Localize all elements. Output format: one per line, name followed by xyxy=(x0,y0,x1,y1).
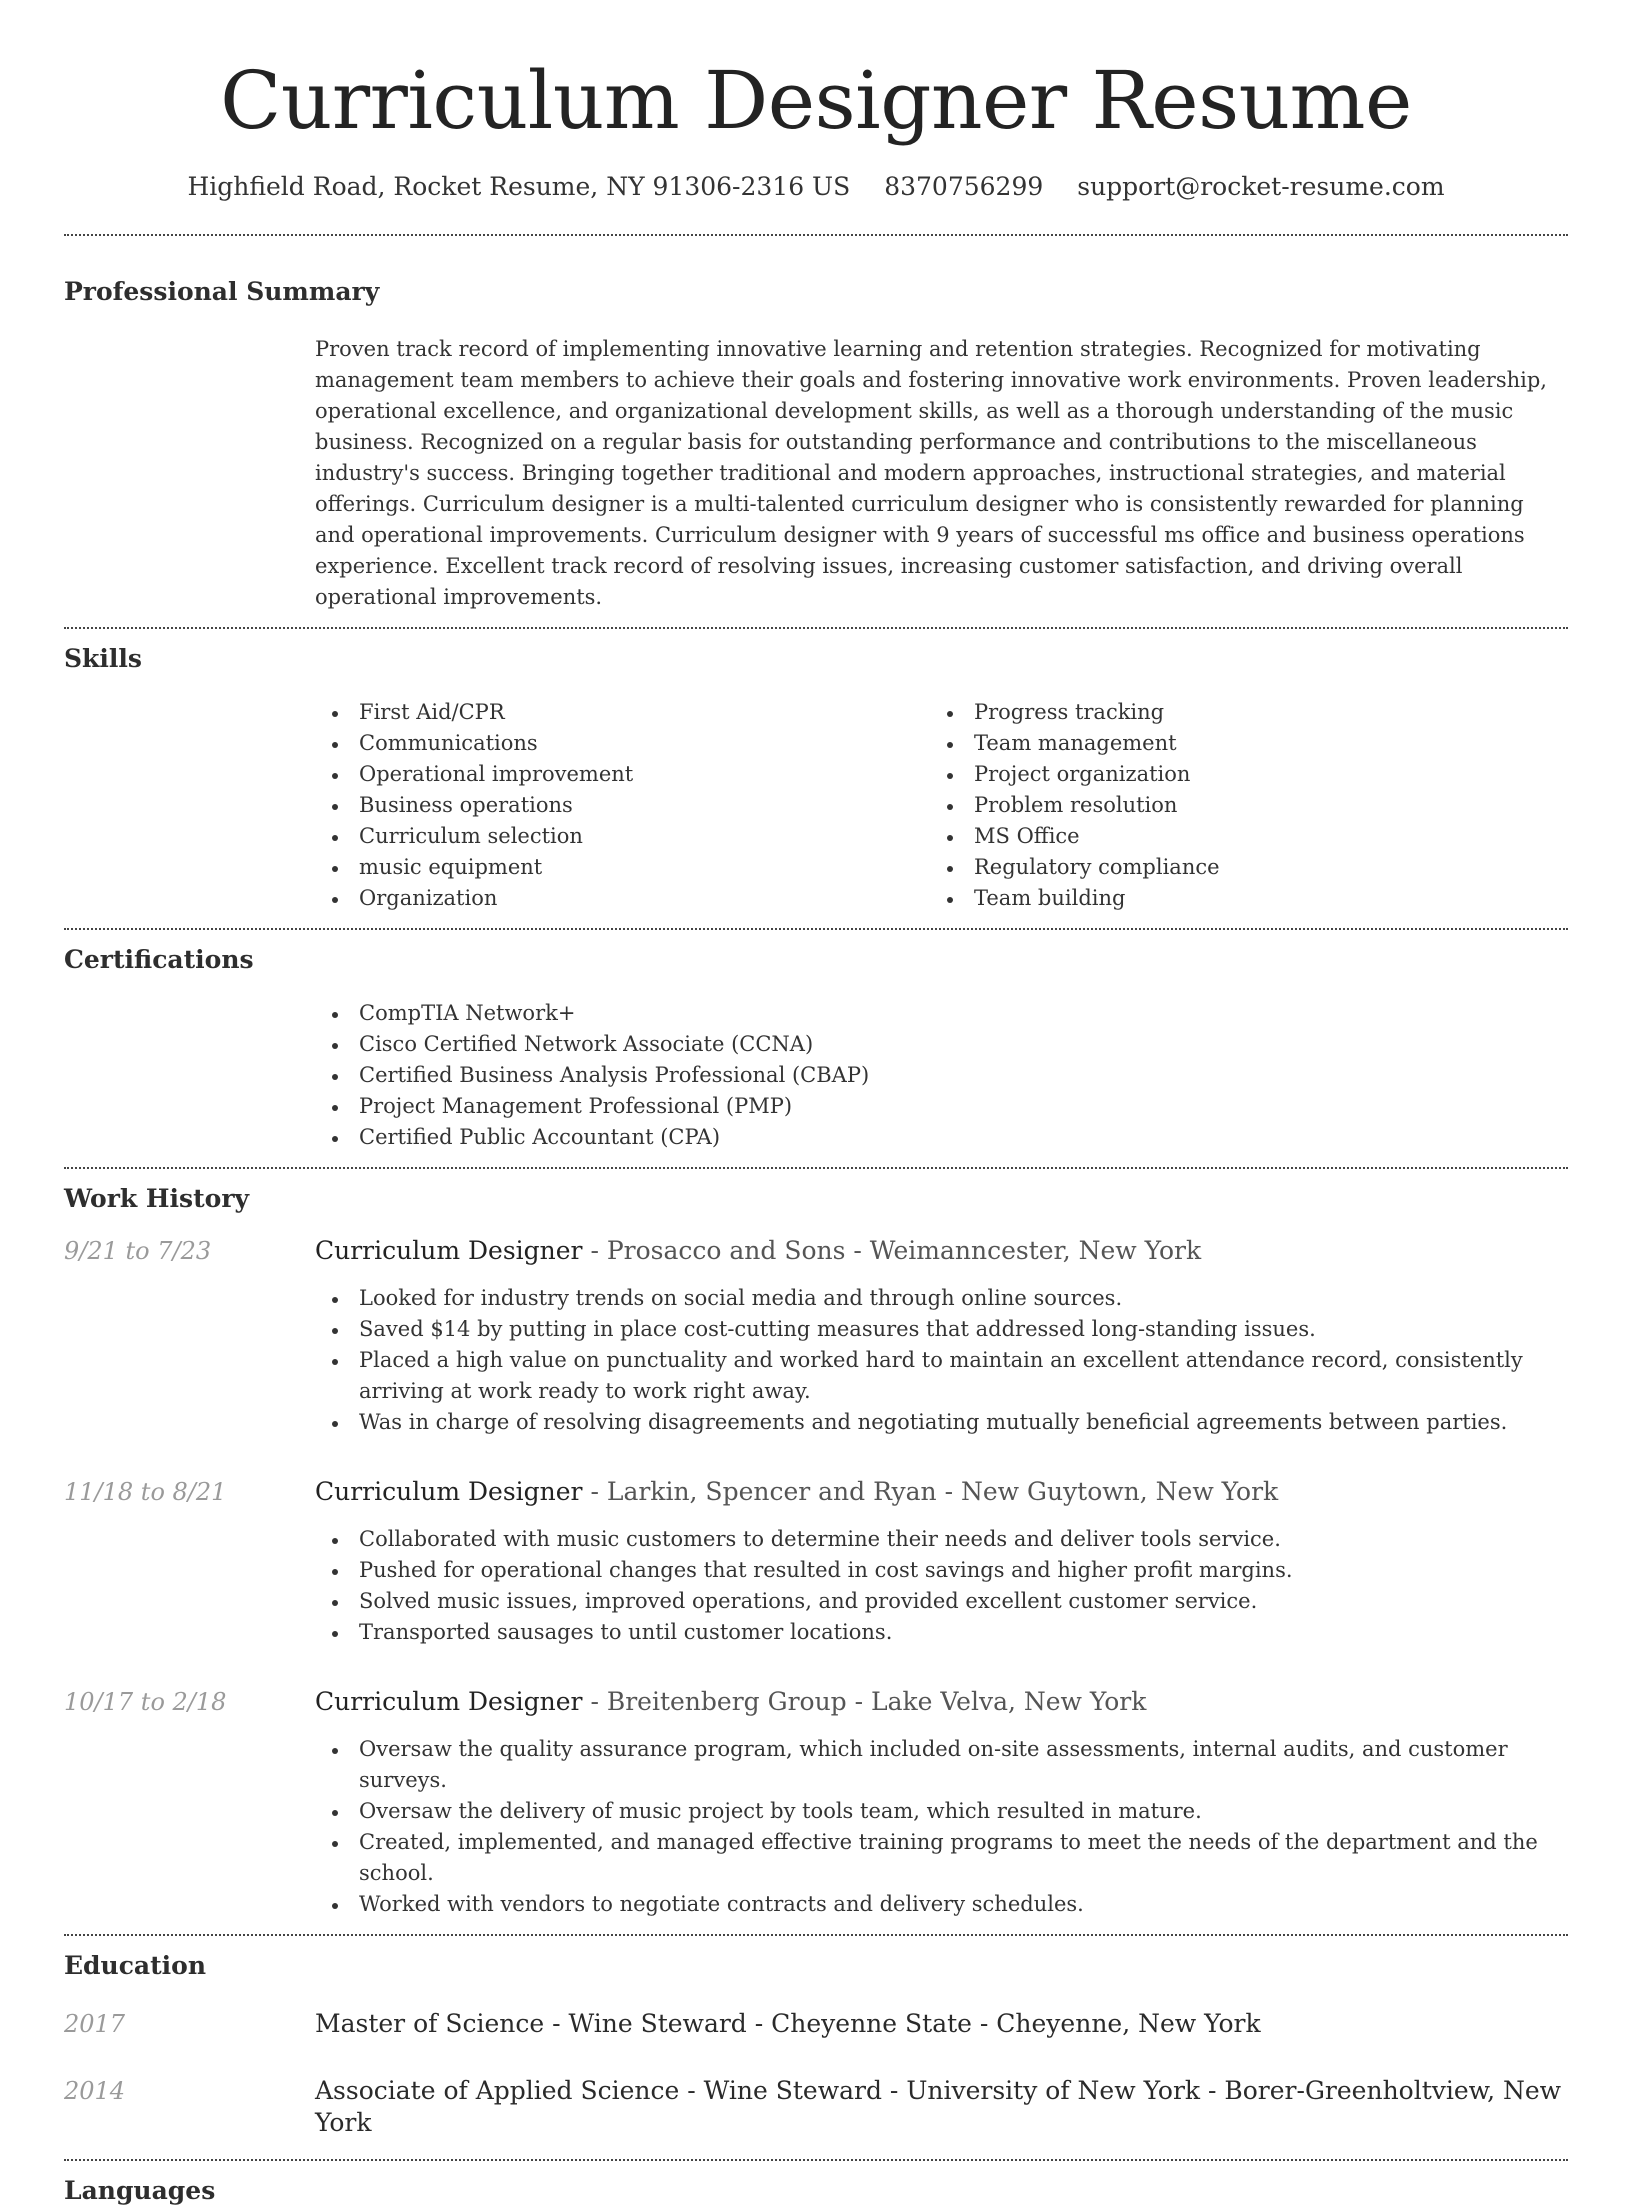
education-entry xyxy=(64,2075,1568,2139)
divider xyxy=(64,2159,1568,2161)
work-history-heading: Work History xyxy=(64,1184,250,1213)
job-duties xyxy=(315,1524,1568,1648)
job-dates: 10/17 to 2/18 xyxy=(64,1688,227,1716)
education-list xyxy=(64,2008,1568,2159)
job-role: Curriculum Designer xyxy=(315,1236,583,1265)
skill-item: Project organization xyxy=(930,759,1545,790)
job-duty: Created, implemented, and managed effective training programs to meet the needs of the department and the school. xyxy=(315,1827,1568,1889)
skill-item: Organization xyxy=(315,883,930,914)
contact-phone: 8370756299 xyxy=(884,172,1044,201)
job-entry xyxy=(64,1476,1568,1648)
divider xyxy=(64,1934,1568,1936)
skill-item: Communications xyxy=(315,728,930,759)
contact-email: support@rocket-resume.com xyxy=(1077,172,1445,201)
education-year: 2017 xyxy=(64,2010,126,2038)
job-duty: Was in charge of resolving disagreements and negotiating mutually beneficial agreements between parties. xyxy=(315,1407,1568,1438)
skill-item: Operational improvement xyxy=(315,759,930,790)
education-degree: Master of Science - Wine Steward - Cheyenne State - Cheyenne, New York xyxy=(315,2009,1261,2038)
contact-address: Highfield Road, Rocket Resume, NY 91306-2316 US xyxy=(187,172,851,201)
skills-column-left xyxy=(315,697,930,914)
skill-item: Business operations xyxy=(315,790,930,821)
job-dates: 9/21 to 7/23 xyxy=(64,1237,212,1265)
skill-item: Team management xyxy=(930,728,1545,759)
education-year: 2014 xyxy=(64,2077,126,2105)
divider xyxy=(64,1167,1568,1169)
job-role: Curriculum Designer xyxy=(315,1687,583,1716)
certifications-list xyxy=(315,998,1568,1167)
languages-heading: Languages xyxy=(64,2176,216,2205)
certification-item: Cisco Certified Network Associate (CCNA) xyxy=(315,1029,1568,1060)
job-duty: Oversaw the quality assurance program, which included on-site assessments, internal audits, and customer surveys. xyxy=(315,1734,1568,1796)
job-duties xyxy=(315,1283,1568,1438)
resume-title: Curriculum Designer Resume xyxy=(220,54,1412,147)
job-title xyxy=(315,1235,1568,1267)
job-duty: Transported sausages to until customer locations. xyxy=(315,1617,1568,1648)
job-duty: Placed a high value on punctuality and worked hard to maintain an excellent attendance record, consistently arriving at work ready to work right away. xyxy=(315,1345,1568,1407)
education-degree: Associate of Applied Science - Wine Steward - University of New York - Borer-Greenholtview, New York xyxy=(315,2076,1562,2137)
job-employer: - Prosacco and Sons - Weimanncester, New York xyxy=(582,1236,1202,1265)
certification-item: CompTIA Network+ xyxy=(315,998,1568,1029)
skills-heading: Skills xyxy=(64,644,142,673)
education-heading: Education xyxy=(64,1951,207,1980)
resume-page xyxy=(64,0,1568,2207)
job-duty: Collaborated with music customers to determine their needs and deliver tools service. xyxy=(315,1524,1568,1555)
job-duty: Solved music issues, improved operations, and provided excellent customer service. xyxy=(315,1586,1568,1617)
certification-item: Certified Business Analysis Professional (CBAP) xyxy=(315,1060,1568,1091)
contact-line xyxy=(64,170,1568,204)
divider xyxy=(64,627,1568,629)
summary-heading: Professional Summary xyxy=(64,277,380,306)
skill-item: Progress tracking xyxy=(930,697,1545,728)
education-entry xyxy=(64,2008,1568,2040)
work-history xyxy=(64,1235,1568,1934)
skill-item: MS Office xyxy=(930,821,1545,852)
job-duties xyxy=(315,1734,1568,1920)
job-employer: - Breitenberg Group - Lake Velva, New York xyxy=(582,1687,1147,1716)
skill-item: Problem resolution xyxy=(930,790,1545,821)
job-duty: Worked with vendors to negotiate contracts and delivery schedules. xyxy=(315,1889,1568,1920)
skill-item: Curriculum selection xyxy=(315,821,930,852)
job-duty: Saved $14 by putting in place cost-cutting measures that addressed long-standing issues. xyxy=(315,1314,1568,1345)
job-title xyxy=(315,1686,1568,1718)
job-employer: - Larkin, Spencer and Ryan - New Guytown, New York xyxy=(582,1477,1279,1506)
skill-item: music equipment xyxy=(315,852,930,883)
skills-column-right xyxy=(930,697,1545,914)
certifications-heading: Certifications xyxy=(64,945,254,974)
job-duty: Oversaw the delivery of music project by tools team, which resulted in mature. xyxy=(315,1796,1568,1827)
skill-item: Team building xyxy=(930,883,1545,914)
job-entry xyxy=(64,1686,1568,1920)
divider xyxy=(64,928,1568,930)
job-duty: Looked for industry trends on social media and through online sources. xyxy=(315,1283,1568,1314)
skill-item: First Aid/CPR xyxy=(315,697,930,728)
divider xyxy=(64,234,1568,236)
job-title xyxy=(315,1476,1568,1508)
job-role: Curriculum Designer xyxy=(315,1477,583,1506)
skill-item: Regulatory compliance xyxy=(930,852,1545,883)
summary-text: Proven track record of implementing innovative learning and retention strategies. Recognized for motivating management team members to achieve their goals and fostering innovative work environments. Proven leadership, operational excellence, and organizational development skills, as well as a thorough understanding of the music business. Recognized on a regular basis for outstanding performance and contributions to the miscellaneous industry's success. Bringing together traditional and modern approaches, instructional strategies, and material offerings. Curriculum designer is a multi-talented curriculum designer who is consistently rewarded for planning and operational improvements. Curriculum designer with 9 years of successful ms office and business operations experience. Excellent track record of resolving issues, increasing customer satisfaction, and driving overall operational improvements. xyxy=(315,337,1547,609)
job-dates: 11/18 to 8/21 xyxy=(64,1478,227,1506)
certification-item: Project Management Professional (PMP) xyxy=(315,1091,1568,1122)
certification-item: Certified Public Accountant (CPA) xyxy=(315,1122,1568,1153)
job-duty: Pushed for operational changes that resulted in cost savings and higher profit margins. xyxy=(315,1555,1568,1586)
skills-list xyxy=(315,697,1568,928)
job-entry xyxy=(64,1235,1568,1438)
